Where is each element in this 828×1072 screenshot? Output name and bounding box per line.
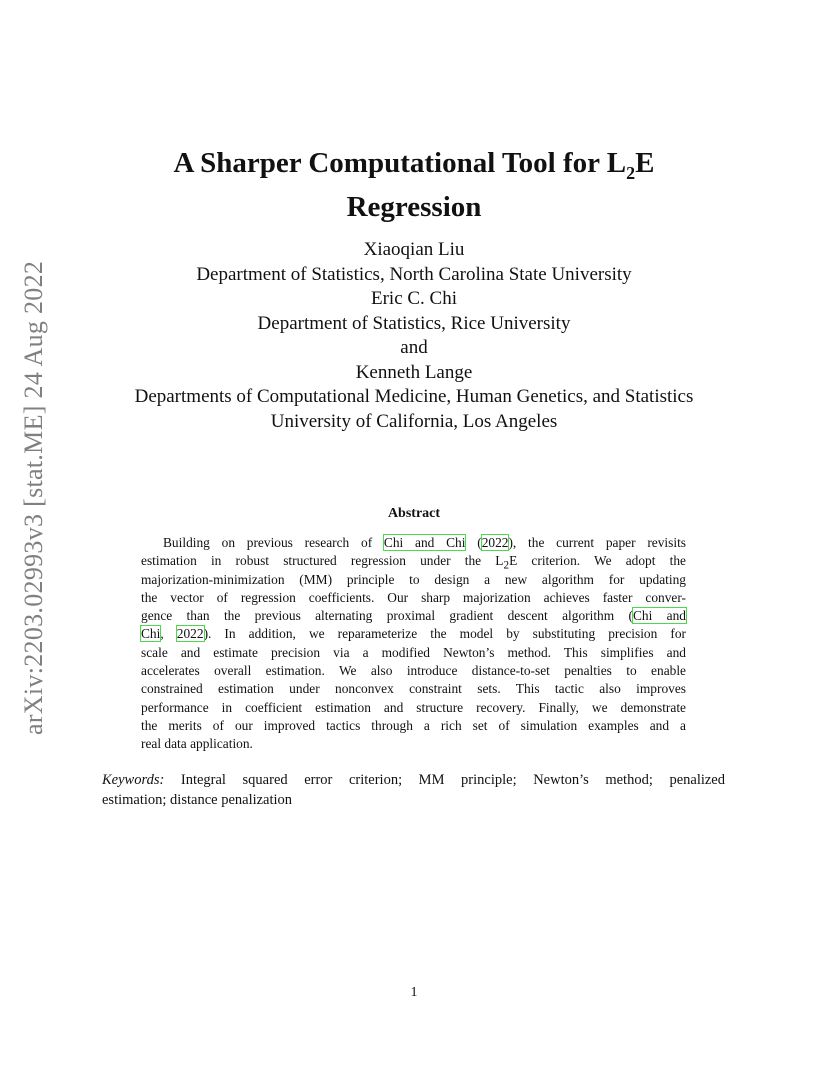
keywords-line: Keywords: Integral squared error criterion; MM principle; Newton’s method; penalized: [102, 772, 725, 788]
citation-link[interactable]: Chi and Chi: [383, 535, 466, 550]
arxiv-identifier: arXiv:2203.02993v3 [stat.ME] 24 Aug 2022: [19, 260, 48, 735]
title-line-1: A Sharper Computational Tool for $L_2E$: [173, 147, 655, 183]
abstract-line: Building on previous research of Chi and Chi (2022), the current paper revisits: [163, 535, 686, 550]
abstract-line: real data application.: [141, 736, 253, 752]
abstract-line: the merits of our improved tactics through a rich set of simulation examples and a: [141, 717, 686, 733]
abstract-line: the vector of regression coefficients. Our sharp majorization achieves faster conver-: [141, 589, 686, 605]
author-affiliation: Department of Statistics, North Carolina State University: [196, 263, 632, 285]
keywords-block: [102, 770, 725, 810]
abstract-line: performance in coefficient estimation and structure recovery. Finally, we demonstrate: [141, 699, 686, 715]
abstract-heading: Abstract: [387, 506, 441, 521]
abstract-line: estimation in robust structured regression under the $L_2E$ criterion. We adopt the: [141, 553, 687, 572]
author-affiliation: University of California, Los Angeles: [270, 410, 558, 432]
abstract-line: scale and estimate precision via a modified Newton’s method. This simplifies and: [141, 644, 686, 660]
author-conjunction: and: [400, 337, 428, 358]
keywords-line: estimation; distance penalization: [102, 792, 293, 808]
title-line-2: Regression: [346, 190, 482, 223]
citation-link[interactable]: 2022: [481, 535, 509, 550]
abstract-body: [141, 534, 686, 754]
author-name: Xiaoqian Liu: [363, 239, 465, 260]
author-name: Kenneth Lange: [355, 361, 473, 383]
abstract-line: accelerates overall estimation. We also introduce distance-to-set penalties to enable: [141, 663, 686, 679]
citation-link[interactable]: Chi and: [632, 608, 687, 624]
citation-link[interactable]: Chi: [141, 626, 161, 642]
abstract-line: constrained estimation under nonconvex constraint sets. This tactic also improves: [141, 681, 686, 697]
citation-link[interactable]: 2022: [176, 626, 204, 642]
abstract-line: gence than the previous alternating proximal gradient descent algorithm (Chi and: [141, 608, 687, 624]
abstract-line: majorization-minimization (MM) principle to design a new algorithm for updating: [141, 571, 686, 587]
author-name: Eric C. Chi: [370, 288, 458, 309]
page-number: 1: [410, 985, 418, 1000]
author-affiliation: Departments of Computational Medicine, Human Genetics, and Statistics: [134, 386, 694, 407]
author-block: [0, 238, 828, 434]
paper-title: [0, 146, 828, 224]
author-affiliation: Department of Statistics, Rice University: [257, 312, 571, 334]
keywords-label: Keywords:: [102, 772, 165, 788]
title-subscript: 2: [626, 162, 636, 183]
abstract-line: Chi, 2022). In addition, we reparameterize the model by substituting precision for: [141, 626, 686, 642]
